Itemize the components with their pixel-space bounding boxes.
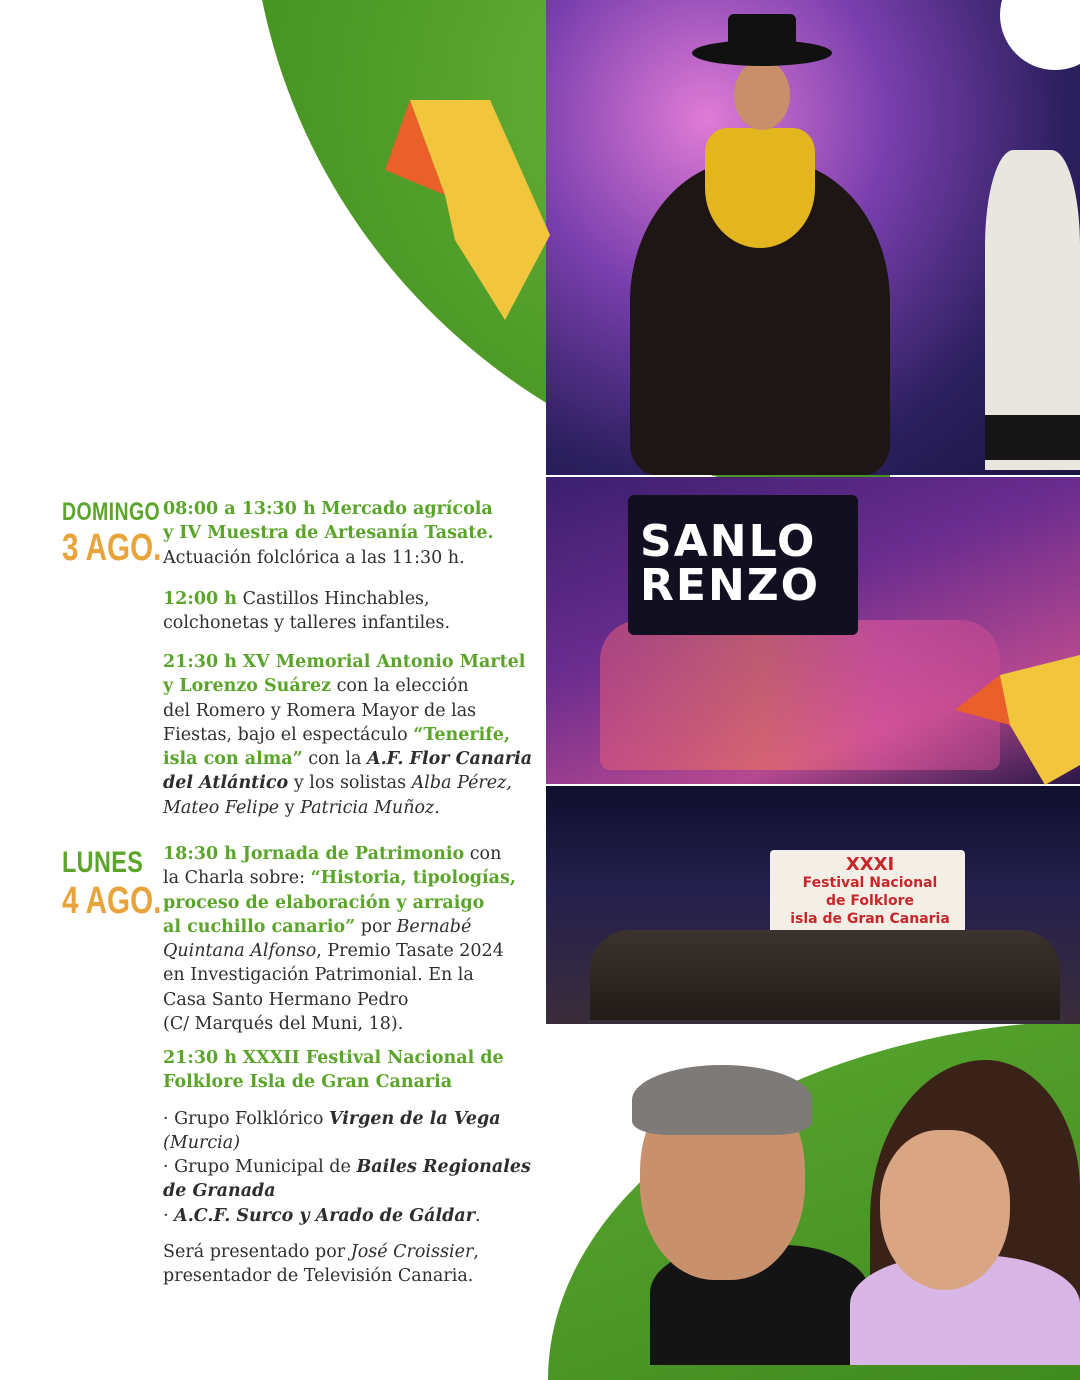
banner-line-2: Festival Nacional bbox=[802, 875, 938, 891]
event-time: 21:30 h bbox=[163, 652, 237, 672]
group-line: · Grupo Municipal de bbox=[163, 1157, 351, 1178]
group-name-cont: de Granada bbox=[163, 1181, 276, 1202]
event-text: con la bbox=[308, 749, 362, 770]
event-time: 08:00 a 13:30 h bbox=[163, 499, 316, 519]
san-lorenzo-sign-text bbox=[640, 516, 821, 611]
date-label: 4 AGO. bbox=[62, 880, 162, 922]
event-time: 21:30 h bbox=[163, 1048, 237, 1068]
presenter-hair bbox=[632, 1065, 812, 1135]
event-title-cont: y IV Muestra de Artesanía Tasate. bbox=[163, 523, 494, 544]
event-castillos bbox=[163, 587, 535, 636]
event-text: . bbox=[474, 1205, 481, 1226]
group-line: · bbox=[163, 1205, 175, 1226]
event-desc-cont: colchonetas y talleres infantiles. bbox=[163, 613, 451, 634]
speaker-name-cont: Quintana Alfonso bbox=[163, 941, 317, 962]
group-name-cont: del Atlántico bbox=[163, 773, 289, 794]
date-label: 3 AGO. bbox=[62, 527, 162, 569]
event-text: del Romero y Romera Mayor de las bbox=[163, 700, 477, 721]
event-title: Jornada de Patrimonio bbox=[242, 844, 465, 864]
male-dancer-sash bbox=[985, 415, 1080, 460]
event-title: XXXII Festival Nacional de bbox=[242, 1048, 504, 1068]
event-title: Mercado agrícola bbox=[321, 499, 493, 519]
group-name: A.F. Flor Canaria bbox=[367, 749, 533, 770]
festival-banner-text bbox=[780, 856, 960, 928]
event-mercado bbox=[163, 497, 535, 570]
event-desc: Actuación folclórica a las 11:30 h. bbox=[163, 547, 465, 568]
day-label: DOMINGO bbox=[62, 498, 161, 526]
event-text: y los solistas bbox=[293, 773, 407, 794]
dancers-group bbox=[600, 620, 1000, 770]
event-desc: Castillos Hinchables, bbox=[242, 589, 430, 609]
event-text: con la elección bbox=[336, 676, 469, 697]
event-text: Será presentado por bbox=[163, 1242, 346, 1263]
event-time: 18:30 h bbox=[163, 844, 237, 864]
banner-line-1: XXXI bbox=[845, 854, 895, 875]
dancer-shawl bbox=[705, 128, 815, 248]
stage-dancers bbox=[590, 930, 1060, 1020]
arrow-decor-icon bbox=[385, 100, 550, 320]
dancer-hat bbox=[692, 40, 832, 66]
soloist-name: Mateo Felipe bbox=[163, 797, 280, 818]
group-name: Virgen de la Vega bbox=[328, 1108, 501, 1129]
event-text: por bbox=[360, 916, 391, 937]
event-text: Casa Santo Hermano Pedro bbox=[163, 989, 409, 1010]
soloist-name: Alba Pérez, bbox=[411, 773, 512, 794]
talk-title-cont: proceso de elaboración y arraigo bbox=[163, 892, 485, 913]
event-text: en Investigación Patrimonial. En la bbox=[163, 965, 474, 986]
event-festival bbox=[163, 1046, 535, 1289]
event-text: , bbox=[473, 1242, 479, 1263]
show-title: “Tenerife, bbox=[413, 724, 510, 745]
event-patrimonio bbox=[163, 842, 535, 1036]
event-memorial bbox=[163, 650, 535, 820]
arrow-decor-icon-2 bbox=[955, 655, 1080, 785]
dancer-face bbox=[734, 60, 790, 130]
event-text: . bbox=[434, 797, 440, 818]
event-text: con bbox=[469, 844, 502, 864]
event-title-cont: y Lorenzo Suárez bbox=[163, 676, 332, 697]
group-name: Bailes Regionales bbox=[356, 1157, 531, 1178]
event-text: (C/ Marqués del Muni, 18). bbox=[163, 1014, 404, 1035]
show-title-cont: isla con alma” bbox=[163, 749, 303, 770]
talk-title-cont: al cuchillo canario” bbox=[163, 916, 356, 937]
banner-line-4: isla de Gran Canaria bbox=[790, 911, 950, 927]
event-title: XV Memorial Antonio Martel bbox=[242, 652, 526, 672]
event-text: , Premio Tasate 2024 bbox=[316, 941, 504, 962]
event-time: 12:00 h bbox=[163, 589, 237, 609]
event-text: la Charla sobre: bbox=[163, 868, 305, 889]
day-label: LUNES bbox=[62, 846, 144, 879]
event-title-cont: Folklore Isla de Gran Canaria bbox=[163, 1072, 453, 1093]
group-line: · Grupo Folklórico bbox=[163, 1108, 324, 1129]
singer-face bbox=[880, 1130, 1010, 1290]
group-origin: (Murcia) bbox=[163, 1132, 241, 1153]
sign-line-2: RENZO bbox=[640, 560, 821, 611]
event-text: y bbox=[284, 797, 295, 818]
presenter-name: José Croissier bbox=[350, 1242, 474, 1263]
event-text: Fiestas, bajo el espectáculo bbox=[163, 724, 408, 745]
soloist-name: Patricia Muñoz bbox=[300, 797, 435, 818]
group-name: A.C.F. Surco y Arado de Gáldar bbox=[174, 1205, 475, 1226]
sign-line-1: SANLO bbox=[640, 516, 817, 567]
event-text: presentador de Televisión Canaria. bbox=[163, 1266, 474, 1287]
banner-line-3: de Folklore bbox=[826, 893, 914, 909]
speaker-name: Bernabé bbox=[396, 916, 472, 937]
talk-title: “Historia, tipologías, bbox=[310, 868, 516, 889]
